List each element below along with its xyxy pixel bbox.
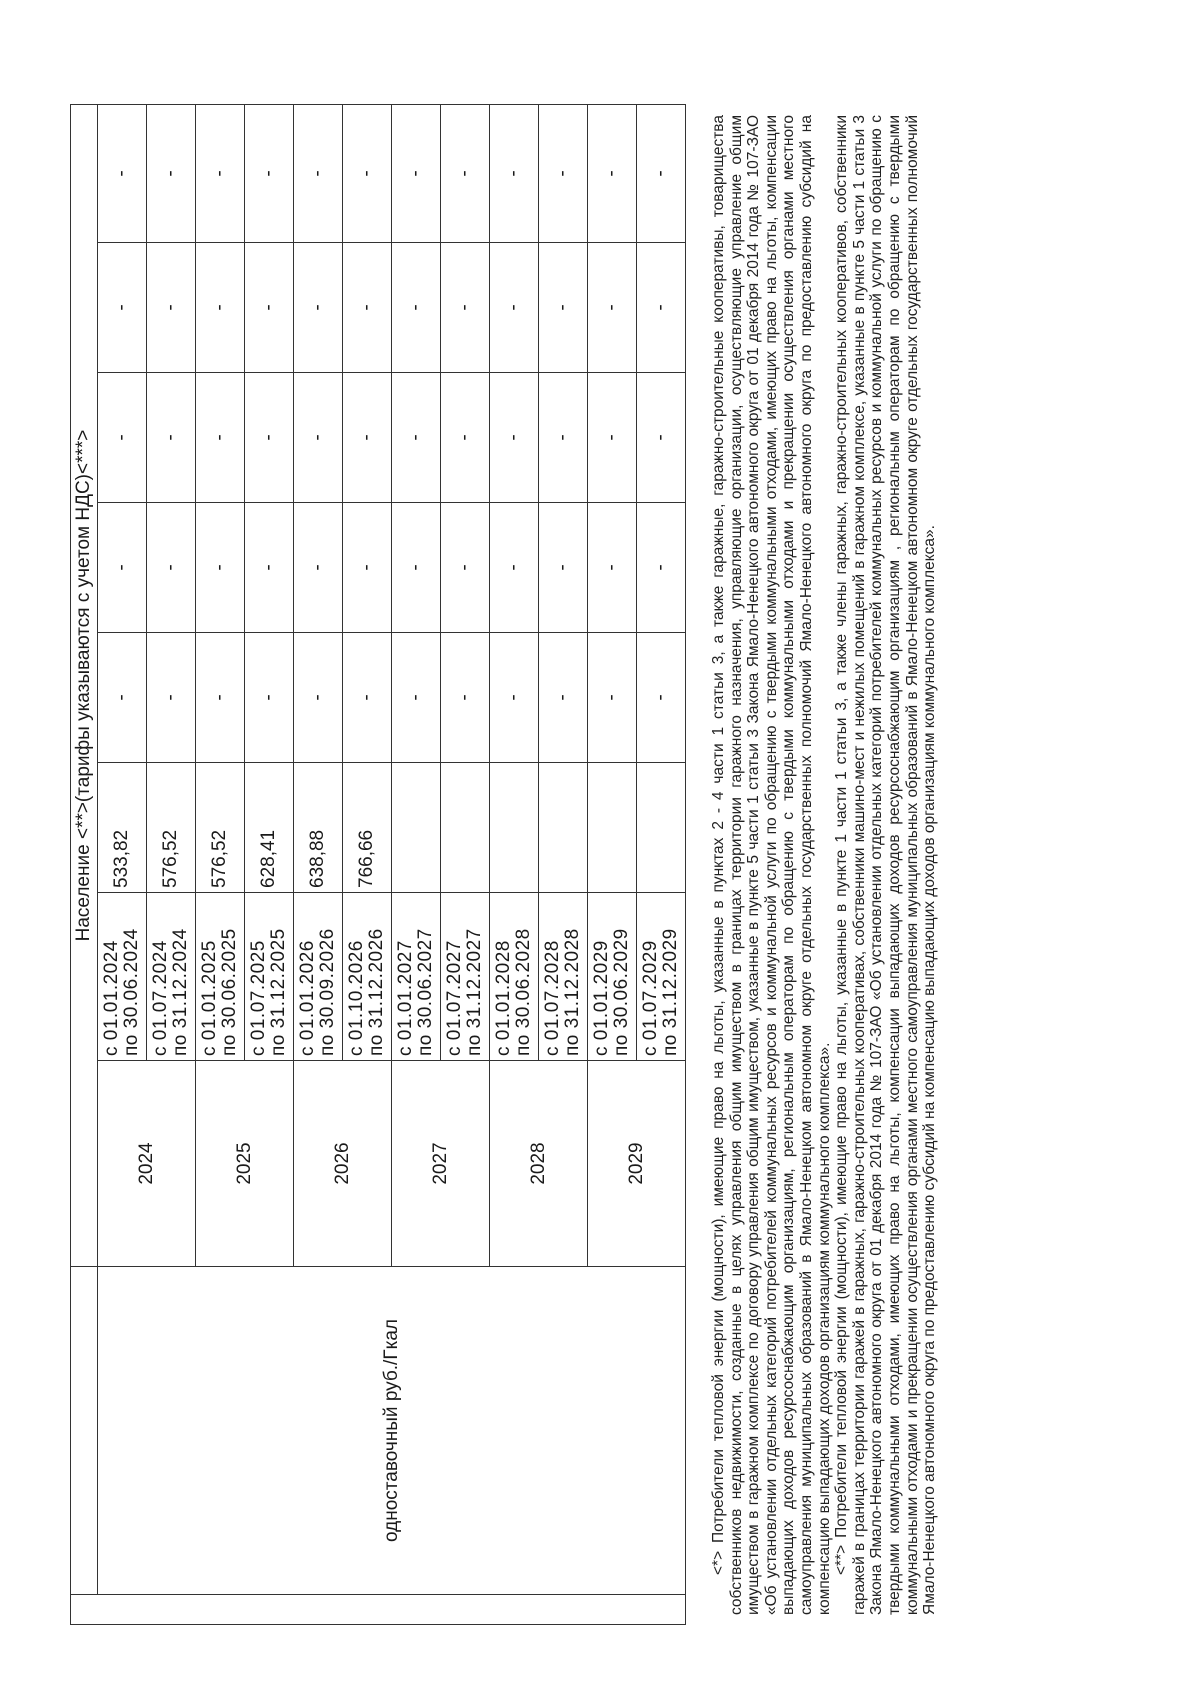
table-header: Население <**>(тарифы указываются с учетом НДС)<***> <box>71 105 98 1267</box>
table-row <box>98 105 147 1625</box>
period-cell <box>441 893 490 1061</box>
dash-cell: - <box>588 105 637 243</box>
tariff-value-cell <box>441 763 490 893</box>
period-from: с 01.01.2026 <box>297 940 318 1056</box>
tariff-value-cell: 638,88 <box>294 763 343 893</box>
dash-cell: - <box>294 373 343 503</box>
period-cell <box>196 893 245 1061</box>
dash-cell: - <box>637 243 686 373</box>
dash-cell: - <box>588 633 637 763</box>
dash-cell: - <box>441 633 490 763</box>
dash-cell: - <box>294 503 343 633</box>
dash-cell: - <box>98 633 147 763</box>
period-cell <box>490 893 539 1061</box>
period-to: по 30.06.2027 <box>415 928 436 1056</box>
dash-cell: - <box>147 243 196 373</box>
tariff-value-cell <box>588 763 637 893</box>
period-from: с 01.01.2028 <box>493 940 514 1056</box>
dash-cell: - <box>490 633 539 763</box>
dash-cell: - <box>196 243 245 373</box>
footnote-2: <**> Потребители тепловой энергии (мощности), имеющие право на льготы, указанные в пункте 1 части 1 статьи 3, а также члены гаражных, гаражно-строительных кооперативов, собственники гаражей в границах территории гаражей в гаражных, гаражно-строительных кооперативах, собственники машино-мест и нежилых помещений в гаражном комплексе, указанные в пункте 5 части 1 статьи 3 Закона Ямало-Ненецкого автономного округа от 01 декабря 2014 года № 107-ЗАО «Об установлении отдельных категорий потребителей коммунальных ресурсов и коммунальной услуги по обращению с твердыми коммунальными отходами, имеющих право на льготы, компенсации выпадающих доходов ресурсоснабжающим организациям , региональным операторам по обращению с твердыми коммунальными отходами и прекращении осуществления органами местного самоуправления муниципальных образований в Ямало-Ненецком автономном округе отдельных государственных полномочий Ямало-Ненецкого автономного округа по предоставлению субсидий на компенсацию выпадающих доходов организациям коммунального комплекса». <box>833 115 939 1615</box>
dash-cell: - <box>490 503 539 633</box>
period-to: по 31.12.2026 <box>366 928 387 1056</box>
dash-cell: - <box>98 243 147 373</box>
tariff-value-cell: 576,52 <box>196 763 245 893</box>
dash-cell: - <box>441 105 490 243</box>
dash-cell: - <box>392 633 441 763</box>
dash-cell: - <box>539 243 588 373</box>
period-cell <box>637 893 686 1061</box>
year-cell: 2028 <box>490 1061 588 1267</box>
period-to: по 30.06.2025 <box>219 928 240 1056</box>
period-to: по 30.06.2029 <box>611 928 632 1056</box>
period-to: по 30.09.2026 <box>317 928 338 1056</box>
dash-cell: - <box>196 373 245 503</box>
dash-cell: - <box>98 105 147 243</box>
period-from: с 01.07.2029 <box>640 940 661 1056</box>
dash-cell: - <box>588 243 637 373</box>
dash-cell: - <box>147 373 196 503</box>
period-from: с 01.01.2027 <box>395 940 416 1056</box>
period-cell <box>147 893 196 1061</box>
dash-cell: - <box>392 503 441 633</box>
year-cell: 2027 <box>392 1061 490 1267</box>
period-to: по 30.06.2028 <box>513 928 534 1056</box>
blank-column-cell <box>71 1595 686 1625</box>
dash-cell: - <box>637 373 686 503</box>
period-to: по 31.12.2028 <box>562 928 583 1056</box>
header-row <box>71 105 98 1625</box>
period-from: с 01.07.2024 <box>150 940 171 1056</box>
period-cell <box>392 893 441 1061</box>
tariff-value-cell <box>392 763 441 893</box>
blank-header-cell <box>71 1267 98 1595</box>
period-from: с 01.01.2024 <box>101 940 122 1056</box>
dash-cell: - <box>637 105 686 243</box>
dash-cell: - <box>147 633 196 763</box>
dash-cell: - <box>196 633 245 763</box>
tariff-value-cell <box>637 763 686 893</box>
period-cell <box>343 893 392 1061</box>
year-cell: 2026 <box>294 1061 392 1267</box>
dash-cell: - <box>245 243 294 373</box>
year-cell: 2029 <box>588 1061 686 1267</box>
tariff-value-cell <box>539 763 588 893</box>
footnotes <box>710 115 939 1615</box>
tariff-value-cell: 576,52 <box>147 763 196 893</box>
year-cell: 2024 <box>98 1061 196 1267</box>
dash-cell: - <box>588 503 637 633</box>
dash-cell: - <box>245 633 294 763</box>
dash-cell: - <box>245 373 294 503</box>
dash-cell: - <box>98 503 147 633</box>
dash-cell: - <box>490 243 539 373</box>
period-from: с 01.01.2029 <box>591 940 612 1056</box>
dash-cell: - <box>441 243 490 373</box>
period-cell <box>245 893 294 1061</box>
dash-cell: - <box>196 105 245 243</box>
dash-cell: - <box>539 633 588 763</box>
period-to: по 31.12.2029 <box>660 928 681 1056</box>
dash-cell: - <box>245 503 294 633</box>
period-from: с 01.10.2026 <box>346 940 367 1056</box>
year-cell: 2025 <box>196 1061 294 1267</box>
dash-cell: - <box>98 373 147 503</box>
dash-cell: - <box>441 373 490 503</box>
period-from: с 01.07.2025 <box>248 940 269 1056</box>
dash-cell: - <box>343 105 392 243</box>
tariff-table <box>70 104 686 1625</box>
dash-cell: - <box>539 503 588 633</box>
dash-cell: - <box>392 243 441 373</box>
period-cell <box>294 893 343 1061</box>
dash-cell: - <box>392 105 441 243</box>
dash-cell: - <box>588 373 637 503</box>
dash-cell: - <box>343 633 392 763</box>
tariff-value-cell: 628,41 <box>245 763 294 893</box>
tariff-type-cell: одноставочный руб./Гкал <box>98 1267 686 1595</box>
dash-cell: - <box>294 105 343 243</box>
period-from: с 01.07.2027 <box>444 940 465 1056</box>
period-from: с 01.07.2028 <box>542 940 563 1056</box>
footnote-1: <*> Потребители тепловой энергии (мощности), имеющие право на льготы, указанные в пунктах 2 - 4 части 1 статьи 3, а также гаражные, гаражно-строительные кооперативы, товарищества собственников недвижимости, созданные в целях управления общим имуществом в границах территории гаражного назначения, управляющие организации, осуществляющие управление общим имуществом в гаражном комплексе по договору управления общим имуществом, указанные в пункте 5 части 1 статьи 3 Закона Ямало-Ненецкого автономного округа от 01 декабря 2014 года № 107-ЗАО «Об установлении отдельных категорий потребителей коммунальных ресурсов и коммунальной услуги по обращению с твердыми коммунальными отходами, имеющих право на льготы, компенсации выпадающих доходов ресурсоснабжающим организациям, региональным операторам по обращению с твердыми коммунальными отходами и прекращении осуществления органами местного самоуправления муниципальных образований в Ямало-Ненецком автономном округе отдельных государственных полномочий Ямало-Ненецкого автономного округа по предоставлению субсидий на компенсацию выпадающих доходов организациям коммунального комплекса». <box>710 115 833 1615</box>
period-to: по 30.06.2024 <box>121 928 142 1056</box>
dash-cell: - <box>637 633 686 763</box>
dash-cell: - <box>392 373 441 503</box>
tariff-value-cell: 766,66 <box>343 763 392 893</box>
period-from: с 01.01.2025 <box>199 940 220 1056</box>
period-to: по 31.12.2024 <box>170 928 191 1056</box>
period-cell <box>98 893 147 1061</box>
dash-cell: - <box>539 105 588 243</box>
dash-cell: - <box>490 373 539 503</box>
dash-cell: - <box>147 503 196 633</box>
dash-cell: - <box>196 503 245 633</box>
dash-cell: - <box>637 503 686 633</box>
tariff-value-cell: 533,82 <box>98 763 147 893</box>
dash-cell: - <box>294 633 343 763</box>
period-cell <box>539 893 588 1061</box>
dash-cell: - <box>441 503 490 633</box>
dash-cell: - <box>343 373 392 503</box>
tariff-value-cell <box>490 763 539 893</box>
dash-cell: - <box>147 105 196 243</box>
period-to: по 31.12.2027 <box>464 928 485 1056</box>
dash-cell: - <box>343 503 392 633</box>
dash-cell: - <box>294 243 343 373</box>
rotated-page <box>70 105 1080 1625</box>
dash-cell: - <box>245 105 294 243</box>
dash-cell: - <box>490 105 539 243</box>
period-cell <box>588 893 637 1061</box>
dash-cell: - <box>343 243 392 373</box>
dash-cell: - <box>539 373 588 503</box>
period-to: по 31.12.2025 <box>268 928 289 1056</box>
